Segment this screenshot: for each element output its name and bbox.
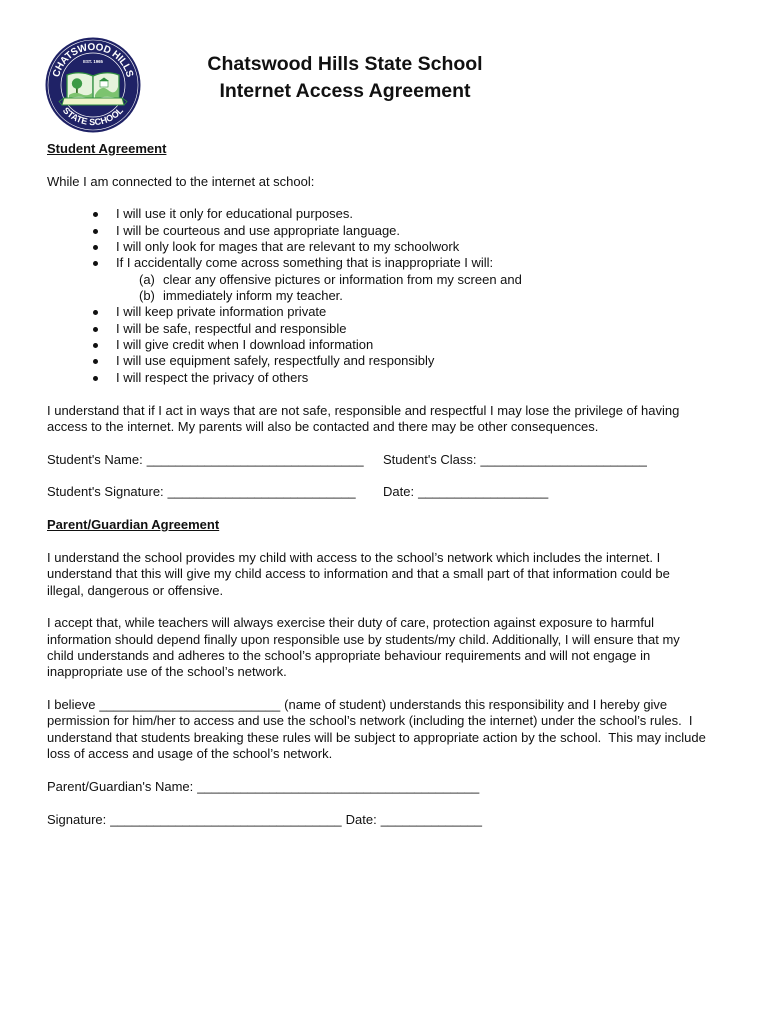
- student-signature-date-row: [47, 484, 747, 500]
- logo-building: [100, 81, 108, 87]
- bullet-icon: [93, 212, 98, 217]
- paragraph-line: understand that students breaking these rules will be subject to appropriate action by the school. This may include: [47, 729, 706, 745]
- student-name-field: [47, 452, 364, 468]
- parent-paragraph-access: [47, 550, 747, 599]
- list-item-text: I will be courteous and use appropriate language.: [116, 222, 401, 238]
- paragraph-line: understand that this will give my child access to information and that a small part of that information could be: [47, 566, 670, 582]
- i-believe-prefix: I believe: [47, 697, 96, 713]
- logo-bottom-text: STATE SCHOOL: [60, 105, 126, 128]
- consequences-paragraph: [47, 403, 747, 436]
- list-item-text: If I accidentally come across something that is inappropriate I will:: [116, 255, 494, 271]
- logo-book-emblem: [59, 73, 127, 105]
- parent-signature-date-row: [47, 812, 747, 828]
- bullet-icon: [93, 261, 98, 266]
- logo-tree-crown: [72, 78, 82, 88]
- list-item-text: I will keep private information private: [116, 304, 327, 320]
- parent-signature-label: Signature:: [47, 811, 107, 827]
- logo-est-text: EST. 1965: [83, 59, 103, 64]
- student-name-class-row: [47, 452, 747, 468]
- list-item-text: I will use it only for educational purposes.: [116, 206, 354, 222]
- sub-list-label: (b): [139, 288, 155, 304]
- student-name-label: Student's Name:: [47, 451, 143, 467]
- student-date-blank: __________________: [418, 484, 549, 500]
- list-item-text: I will be safe, respectful and responsible: [116, 320, 347, 336]
- list-item: [47, 239, 747, 255]
- paragraph-line: illegal, dangerous or offensive.: [47, 582, 224, 598]
- sub-list-item: [47, 272, 747, 288]
- i-believe-suffix: (name of student) understands this responsibility and I hereby give: [284, 697, 668, 713]
- parent-date-label: Date:: [345, 811, 377, 827]
- parent-paragraph-duty-of-care: [47, 615, 747, 680]
- student-date-field: [383, 484, 548, 500]
- list-item-text: I will respect the privacy of others: [116, 369, 309, 385]
- paragraph-line: child understands and adheres to the school’s appropriate behaviour requirements and will not engage in: [47, 647, 651, 663]
- title-agreement-name: Internet Access Agreement: [219, 80, 471, 102]
- student-class-label: Student's Class:: [383, 451, 477, 467]
- list-item: [47, 337, 747, 353]
- parent-signature-blank: ________________________________: [110, 811, 342, 827]
- paragraph-line: information should depend finally upon responsible use by students/my child. Additionally, I will ensure that my: [47, 631, 680, 647]
- bullet-icon: [93, 245, 98, 250]
- school-logo: [45, 37, 141, 133]
- bullet-icon: [93, 229, 98, 234]
- list-item-text: I will use equipment safely, respectfully and responsibly: [116, 353, 435, 369]
- list-item: [47, 304, 747, 320]
- student-signature-field: [47, 484, 356, 500]
- student-class-blank: _______________________: [480, 451, 647, 467]
- student-signature-label: Student's Signature:: [47, 484, 164, 500]
- paragraph-line: loss of access and usage of the school’s network.: [47, 746, 333, 762]
- paragraph-line: I accept that, while teachers will always exercise their duty of care, protection against exposure to harmful: [47, 615, 654, 631]
- logo-top-text: CHATSWOOD HILLS: [51, 41, 135, 79]
- paragraph-line: I understand the school provides my child with access to the school’s network which includes the internet. I: [47, 549, 661, 565]
- list-item: [47, 370, 747, 386]
- student-agreement-heading: Student Agreement: [47, 140, 167, 156]
- paragraph-line: inappropriate use of the school’s network.: [47, 664, 287, 680]
- paragraph-line: access to the internet. My parents will also be contacted and there may be other consequences.: [47, 418, 599, 434]
- parent-agreement-heading: Parent/Guardian Agreement: [47, 517, 220, 533]
- bullet-icon: [93, 343, 98, 348]
- student-date-label: Date:: [383, 484, 415, 500]
- agreement-body: [47, 141, 747, 828]
- document-title: [185, 51, 505, 105]
- parent-name-field: [47, 779, 747, 795]
- parent-date-blank: ______________: [380, 811, 482, 827]
- list-item: [47, 255, 747, 271]
- list-item: [47, 321, 747, 337]
- title-school-name: Chatswood Hills State School: [207, 53, 483, 75]
- paragraph-line: permission for him/her to access and use the school’s network (including the internet) under the school’s rules. I: [47, 713, 693, 729]
- parent-paragraph-permission: [47, 697, 747, 762]
- student-rules-list: [47, 206, 747, 386]
- student-class-field: [383, 452, 647, 468]
- list-item: [47, 353, 747, 369]
- list-item-text: I will only look for mages that are relevant to my schoolwork: [116, 238, 460, 254]
- bullet-icon: [93, 310, 98, 315]
- list-item: [47, 206, 747, 222]
- sub-list-text: clear any offensive pictures or information from my screen and: [163, 271, 522, 287]
- student-agreement-intro: While I am connected to the internet at school:: [47, 173, 315, 189]
- bullet-icon: [93, 327, 98, 332]
- paragraph-line: I understand that if I act in ways that are not safe, responsible and respectful I may lose the privilege of having: [47, 402, 680, 418]
- student-signature-blank: __________________________: [167, 484, 356, 500]
- sub-list-label: (a): [139, 271, 155, 287]
- parent-name-blank: _______________________________________: [197, 778, 480, 794]
- student-name-blank: _________________________: [99, 697, 281, 713]
- student-name-blank: ______________________________: [146, 451, 364, 467]
- logo-scroll-banner: [62, 98, 124, 105]
- list-item-text: I will give credit when I download information: [116, 337, 374, 353]
- bullet-icon: [93, 359, 98, 364]
- bullet-icon: [93, 376, 98, 381]
- sub-list-item: [47, 288, 747, 304]
- paragraph-line: [47, 697, 747, 713]
- sub-list-text: immediately inform my teacher.: [163, 288, 343, 304]
- parent-name-label: Parent/Guardian's Name:: [47, 778, 194, 794]
- list-item: [47, 223, 747, 239]
